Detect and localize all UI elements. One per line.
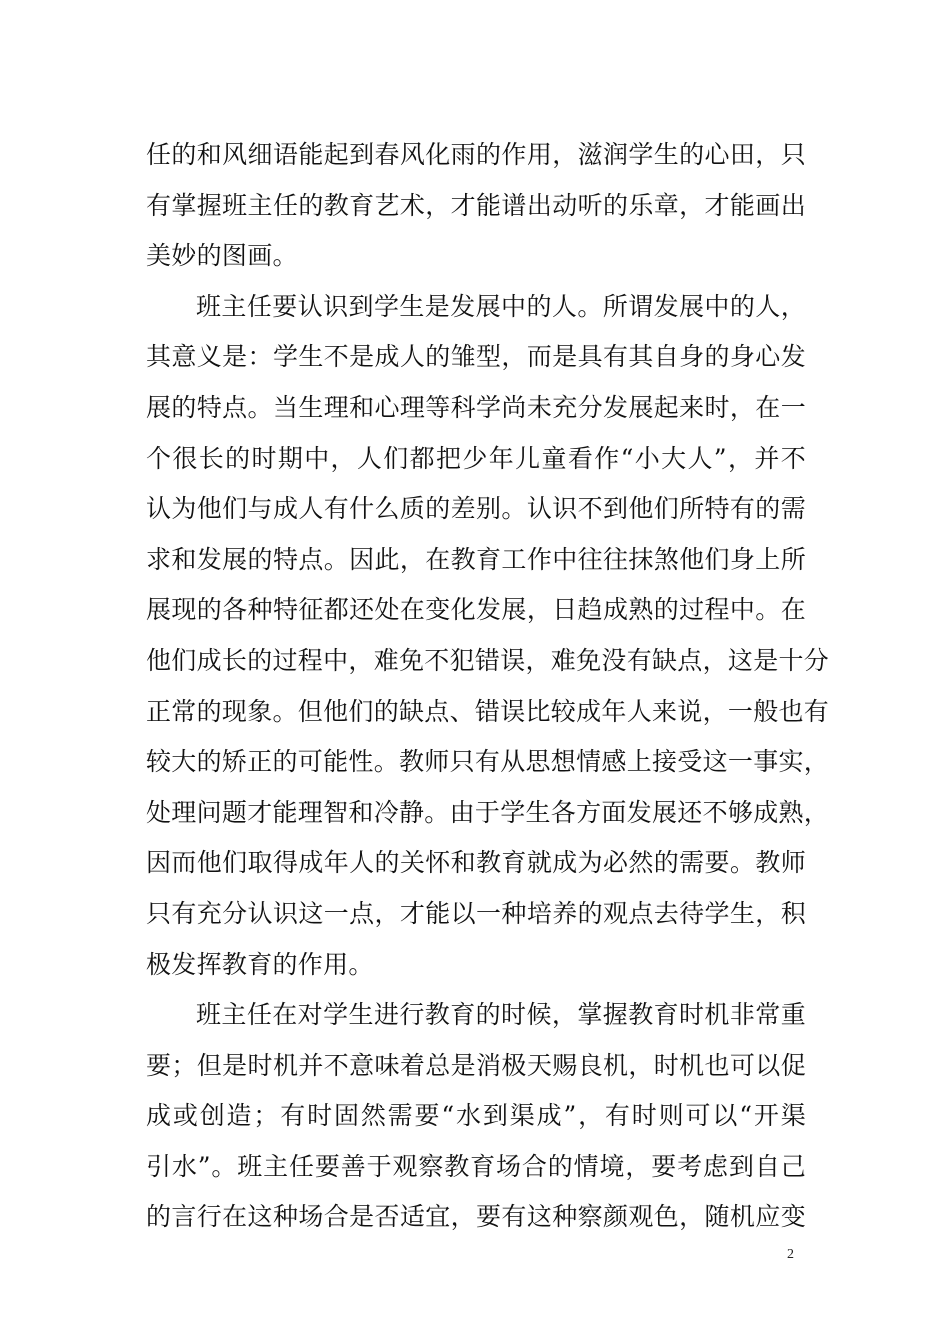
text-line: 要；但是时机并不意味着总是消极天赐良机，时机也可以促 — [146, 1050, 806, 1080]
text-line: 任的和风细语能起到春风化雨的作用，滋润学生的心田，只 — [146, 140, 806, 169]
text-line: 因而他们取得成年人的关怀和教育就成为必然的需要。教师 — [146, 848, 806, 878]
text-line: 展现的各种特征都还处在变化发展，日趋成熟的过程中。在 — [146, 595, 806, 625]
text-line: 的言行在这种场合是否适宜，要有这种察颜观色，随机应变 — [146, 1202, 806, 1232]
text-line: 有掌握班主任的教育艺术，才能谱出动听的乐章，才能画出 — [146, 190, 806, 220]
text-line: 班主任在对学生进行教育的时候，掌握教育时机非常重 — [196, 1000, 806, 1030]
page-number: 2 — [787, 1247, 794, 1262]
body-text — [146, 130, 830, 1243]
text-line: 认为他们与成人有什么质的差别。认识不到他们所特有的需 — [146, 494, 806, 524]
text-line: 其意义是：学生不是成人的雏型，而是具有其自身的身心发 — [146, 342, 806, 372]
text-line: 较大的矫正的可能性。教师只有从思想情感上接受这一事实， — [146, 747, 830, 777]
text-line: 个很长的时期中，人们都把少年儿童看作“小大人”，并不 — [146, 443, 806, 473]
text-line: 美妙的图画。 — [146, 241, 298, 271]
text-line: 他们成长的过程中，难免不犯错误，难免没有缺点，这是十分 — [146, 645, 830, 675]
text-line: 求和发展的特点。因此，在教育工作中往往抹煞他们身上所 — [146, 544, 806, 574]
text-line: 班主任要认识到学生是发展中的人。所谓发展中的人， — [196, 291, 806, 321]
text-line: 只有充分认识这一点，才能以一种培养的观点去待学生，积 — [146, 898, 806, 928]
text-line: 极发挥教育的作用。 — [146, 949, 374, 979]
text-line: 引水”。班主任要善于观察教育场合的情境，要考虑到自己 — [146, 1151, 806, 1181]
text-line: 成或创造；有时固然需要“水到渠成”，有时则可以“开渠 — [146, 1101, 806, 1131]
text-line: 正常的现象。但他们的缺点、错误比较成年人来说，一般也有 — [146, 696, 830, 726]
text-line: 处理问题才能理智和冷静。由于学生各方面发展还不够成熟， — [146, 797, 830, 827]
text-line: 展的特点。当生理和心理等科学尚未充分发展起来时，在一 — [146, 392, 806, 422]
